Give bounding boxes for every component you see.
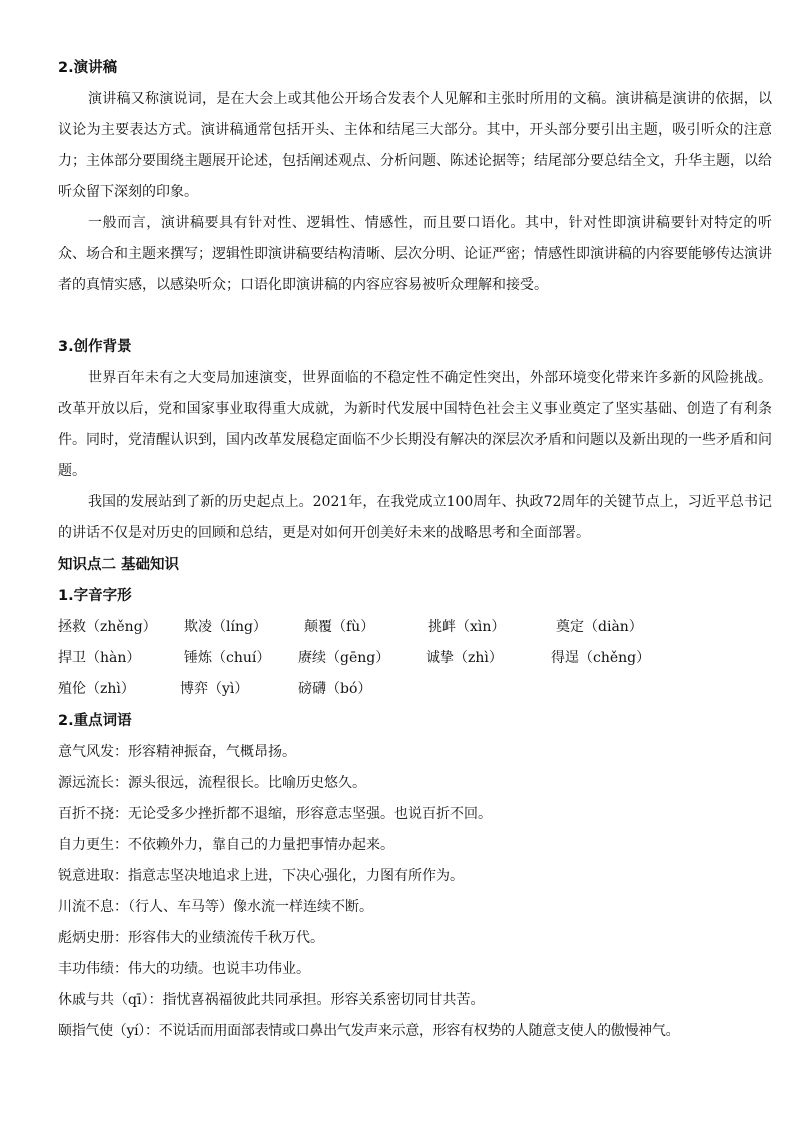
- background-paragraph-1: 世界百年未有之大变局加速演变，世界面临的不稳定性不确定性突出，外部环境变化带来许多新的风险挑战。改革开放以后，党和国家事业取得重大成就，为新时代发展中国特色社会主义事业奠定了坚实基础、创造了有利条件。同时，党清醒认识到，国内改革发展稳定面临不少长期没有解决的深层次矛盾和问题以及新出现的一些矛盾和问题。: [58, 370, 772, 479]
- pronunciation-item: 磅礴（bó）: [298, 681, 372, 697]
- speech-heading: 2.演讲稿: [58, 60, 118, 76]
- vocab-item: 锐意进取：指意志坚决地追求上进，下决心强化，力图有所作为。: [58, 868, 464, 884]
- vocab-item: 川流不息：（行人、车马等）像水流一样连续不断。: [58, 899, 373, 915]
- pronunciation-heading: 1.字音字形: [58, 588, 132, 604]
- vocab-item: 意气风发：形容精神振奋，气概昂扬。: [58, 744, 296, 760]
- pronunciation-item: 博弈（yì）: [180, 681, 249, 697]
- pronunciation-item: 殖伦（zhì）: [58, 681, 135, 697]
- vocab-item: 颐指气使（yí）：不说话而用面部表情或口鼻出气发声来示意，形容有权势的人随意支使人的傲慢神气。: [58, 1023, 680, 1039]
- background-heading: 3.创作背景: [58, 339, 132, 355]
- pronunciation-item: 欺凌（líng）: [184, 619, 267, 635]
- speech-paragraph-2: 一般而言，演讲稿要具有针对性、逻辑性、情感性，而且要口语化。其中，针对性即演讲稿要针对特定的听众、场合和主题来撰写；逻辑性即演讲稿要结构清晰、层次分明、论证严密；情感性即演讲稿的内容要能够传达演讲者的真情实感，以感染听众；口语化即演讲稿的内容应容易被听众理解和接受。: [58, 215, 772, 293]
- pronunciation-item: 拯救（zhěng）: [58, 619, 157, 635]
- pronunciation-item: 颠覆（fù）: [304, 619, 375, 635]
- pronunciation-item: 得逞（chěng）: [551, 650, 651, 666]
- pronunciation-item: 锤炼（chuí）: [184, 650, 271, 666]
- vocab-item: 彪炳史册：形容伟大的业绩流传千秋万代。: [58, 930, 324, 946]
- vocab-item: 源远流长：源头很远，流程很长。比喻历史悠久。: [58, 775, 366, 791]
- background-paragraph-2: 我国的发展站到了新的历史起点上。2021年，在我党成立100周年、执政72周年的关键节点上，习近平总书记的讲话不仅是对历史的回顾和总结，更是对如何开创美好未来的战略思考和全面部署。: [58, 494, 772, 541]
- pronunciation-item: 捍卫（hàn）: [58, 650, 141, 666]
- vocab-item: 休戚与共（qī）：指忧喜祸福彼此共同承担。形容关系密切同甘共苦。: [58, 992, 485, 1008]
- pronunciation-item: 挑衅（xìn）: [428, 619, 506, 635]
- pronunciation-item: 诚挚（zhì）: [426, 650, 503, 666]
- vocab-heading: 2.重点词语: [58, 713, 132, 729]
- vocab-item: 自力更生：不依赖外力，靠自己的力量把事情办起来。: [58, 837, 394, 853]
- vocab-item: 丰功伟绩：伟大的功绩。也说丰功伟业。: [58, 961, 310, 977]
- speech-paragraph-1: 演讲稿又称演说词，是在大会上或其他公开场合发表个人见解和主张时所用的文稿。演讲稿是演讲的依据，以议论为主要表达方式。演讲稿通常包括开头、主体和结尾三大部分。其中，开头部分要引出主题，吸引听众的注意力；主体部分要围绕主题展开论述，包括阐述观点、分析问题、陈述论据等；结尾部分要总结全文，升华主题，以给听众留下深刻的印象。: [58, 91, 772, 200]
- pronunciation-item: 奠定（diàn）: [556, 619, 643, 635]
- vocab-item: 百折不挠：无论受多少挫折都不退缩，形容意志坚强。也说百折不回。: [58, 806, 492, 822]
- knowledge-heading: 知识点二 基础知识: [58, 557, 180, 573]
- pronunciation-item: 赓续（gēng）: [298, 650, 390, 666]
